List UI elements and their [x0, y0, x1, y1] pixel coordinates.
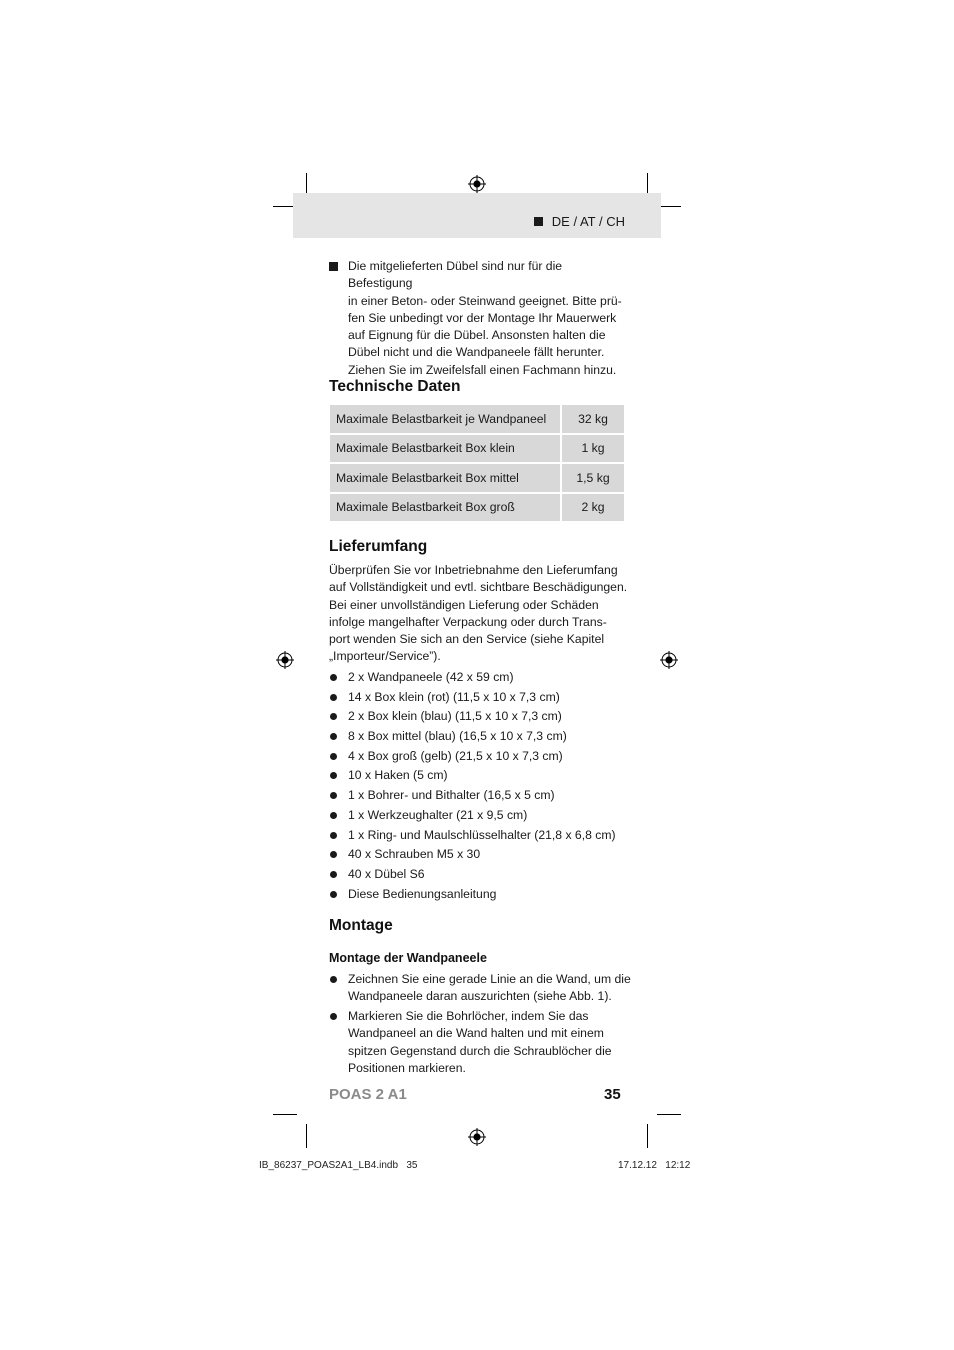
notice-line: Ziehen Sie im Zweifelsfall einen Fachmann hinzu.: [348, 362, 617, 377]
step-line: Markieren Sie die Bohrlöcher, indem Sie das: [348, 1009, 589, 1024]
registration-mark-icon: [468, 175, 486, 193]
list-item: 1 x Ring- und Maulschlüsselhalter (21,8 x 6,8 cm): [329, 827, 639, 844]
crop-mark: [657, 1114, 681, 1115]
table-cell-value: 32 kg: [562, 405, 624, 435]
delivery-list: [329, 669, 639, 903]
crop-mark: [273, 1114, 297, 1115]
table-row: [330, 464, 624, 494]
step-line: Positionen markieren.: [348, 1061, 466, 1076]
assembly-subheading: Montage der Wandpaneele: [329, 951, 487, 965]
bullet-dot-icon: [330, 772, 337, 779]
delivery-intro-line: Überprüfen Sie vor Inbetriebnahme den Lieferumfang: [329, 563, 618, 577]
table-row: [330, 435, 624, 465]
list-item: Diese Bedienungsanleitung: [329, 886, 639, 903]
delivery-heading: Lieferumfang: [329, 538, 428, 555]
bullet-dot-icon: [330, 713, 337, 720]
bullet-dot-icon: [330, 674, 337, 681]
square-bullet-icon: [534, 217, 543, 226]
print-slug-date: 17.12.12 12:12: [618, 1160, 691, 1171]
print-slug-file: IB_86237_POAS2A1_LB4.indb 35: [259, 1160, 418, 1171]
delivery-intro: [329, 562, 629, 666]
list-item: 2 x Wandpaneele (42 x 59 cm): [329, 669, 639, 686]
assembly-heading: Montage: [329, 917, 393, 934]
notice-line: fen Sie unbedingt vor der Montage Ihr Mauerwerk: [348, 310, 617, 325]
crop-mark: [306, 1124, 307, 1148]
bullet-dot-icon: [330, 832, 337, 839]
notice-line: Dübel nicht und die Wandpaneele fällt herunter.: [348, 345, 605, 360]
bullet-dot-icon: [330, 976, 337, 983]
list-item: 2 x Box klein (blau) (11,5 x 10 x 7,3 cm): [329, 708, 639, 725]
notice-line: auf Eignung für die Dübel. Ansonsten halten die: [348, 328, 606, 343]
list-item: 40 x Schrauben M5 x 30: [329, 846, 639, 863]
footer-model: POAS 2 A1: [329, 1086, 407, 1103]
table-cell-value: 2 kg: [562, 494, 624, 524]
list-item: 1 x Werkzeughalter (21 x 9,5 cm): [329, 807, 639, 824]
table-cell-label: Maximale Belastbarkeit Box klein: [330, 435, 562, 465]
bullet-dot-icon: [330, 753, 337, 760]
assembly-steps: [329, 971, 639, 1077]
registration-mark-icon: [276, 651, 294, 669]
delivery-intro-line: Bei einer unvollständigen Lieferung oder Schäden: [329, 597, 599, 612]
step-line: spitzen Gegenstand durch die Schraublöcher die: [348, 1043, 612, 1058]
tech-table: [330, 405, 624, 523]
delivery-intro-line: infolge mangelhafter Verpackung oder durch Trans-: [329, 614, 607, 629]
registration-mark-icon: [660, 651, 678, 669]
square-bullet-icon: [329, 262, 338, 271]
list-item: 4 x Box groß (gelb) (21,5 x 10 x 7,3 cm): [329, 748, 639, 765]
delivery-intro-line: „Importeur/Service”).: [329, 649, 441, 664]
table-cell-label: Maximale Belastbarkeit Box mittel: [330, 464, 562, 494]
page-header: [293, 193, 661, 238]
notice-line: Die mitgelieferten Dübel sind nur für die Befestigung: [348, 259, 563, 291]
page-number: 35: [604, 1086, 621, 1103]
table-row: [330, 405, 624, 435]
delivery-intro-line: auf Vollständigkeit und evtl. sichtbare Beschädigungen.: [329, 580, 628, 595]
step-line: Wandpaneel an die Wand halten und mit einem: [348, 1026, 604, 1041]
step-line: Wandpaneele daran auszurichten (siehe Abb. 1).: [348, 989, 612, 1004]
step-line: Zeichnen Sie eine gerade Linie an die Wand, um die: [348, 972, 631, 986]
list-item: 8 x Box mittel (blau) (16,5 x 10 x 7,3 cm): [329, 728, 639, 745]
bullet-dot-icon: [330, 891, 337, 898]
crop-mark: [647, 1124, 648, 1148]
bullet-dot-icon: [330, 871, 337, 878]
registration-mark-icon: [468, 1128, 486, 1146]
list-item: 40 x Dübel S6: [329, 866, 639, 883]
notice-text: [329, 258, 625, 379]
table-cell-value: 1 kg: [562, 435, 624, 465]
crop-mark: [647, 173, 648, 195]
notice-section: [329, 258, 625, 379]
bullet-dot-icon: [330, 1013, 337, 1020]
bullet-dot-icon: [330, 792, 337, 799]
delivery-intro-line: port wenden Sie sich an den Service (siehe Kapitel: [329, 632, 605, 647]
bullet-dot-icon: [330, 851, 337, 858]
table-cell-label: Maximale Belastbarkeit Box groß: [330, 494, 562, 524]
list-item: 10 x Haken (5 cm): [329, 767, 639, 784]
crop-mark: [306, 173, 307, 195]
language-label: DE / AT / CH: [534, 214, 625, 229]
notice-line: in einer Beton- oder Steinwand geeignet. Bitte prü-: [348, 293, 622, 308]
list-item: [329, 1008, 639, 1077]
table-row: [330, 494, 624, 524]
table-cell-value: 1,5 kg: [562, 464, 624, 494]
bullet-dot-icon: [330, 733, 337, 740]
bullet-dot-icon: [330, 694, 337, 701]
list-item: 14 x Box klein (rot) (11,5 x 10 x 7,3 cm): [329, 689, 639, 706]
list-item: 1 x Bohrer- und Bithalter (16,5 x 5 cm): [329, 787, 639, 804]
table-cell-label: Maximale Belastbarkeit je Wandpaneel: [330, 405, 562, 435]
bullet-dot-icon: [330, 812, 337, 819]
list-item: [329, 971, 639, 1006]
tech-heading: Technische Daten: [329, 378, 461, 395]
